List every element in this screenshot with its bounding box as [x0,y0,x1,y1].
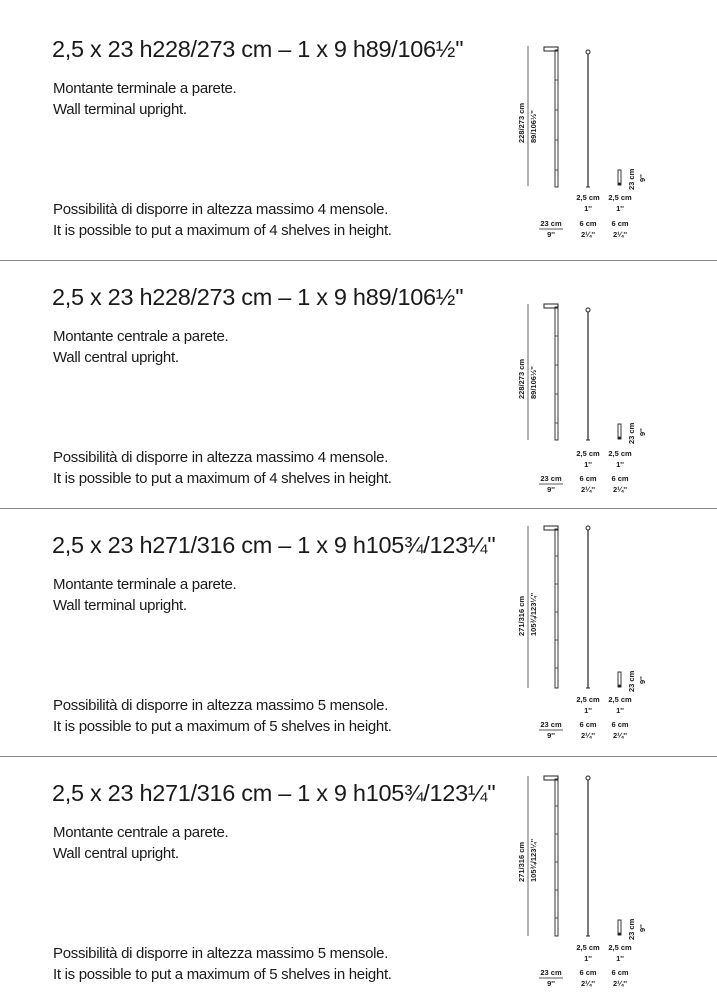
side-in-label: 9'' [547,485,555,494]
foot-cm-label: 23 cm [627,168,636,190]
depth-2-cm-label: 2,5 cm [608,943,632,952]
foot-cm-label: 23 cm [627,670,636,692]
side-in-label: 9'' [547,979,555,988]
note-english: It is possible to put a maximum of 5 shelves in height. [53,718,392,735]
foot-detail [618,422,647,444]
upright-front-view [586,776,590,936]
central-upright-side-view [544,776,558,936]
height-in-label: 89/106½'' [529,110,538,143]
width-2-cm-label: 6 cm [611,474,629,483]
depth-2-cm-label: 2,5 cm [608,449,632,458]
foot-in-label: 9'' [638,174,647,182]
depth-1-in-label: 1'' [584,954,592,963]
side-cm-label: 23 cm [540,968,562,977]
foot-detail [618,670,647,692]
height-cm-label: 271/316 cm [517,595,526,636]
note-italian: Possibilità di disporre in altezza massimo 4 mensole. [53,201,389,218]
side-in-label: 9'' [547,731,555,740]
depth-2-cm-label: 2,5 cm [608,695,632,704]
description-english: Wall terminal upright. [53,101,187,118]
product-title: 2,5 x 23 h271/316 cm – 1 x 9 h105¾/123¼'' [52,780,496,806]
product-title: 2,5 x 23 h228/273 cm – 1 x 9 h89/106½'' [52,284,464,310]
note-english: It is possible to put a maximum of 4 shelves in height. [53,470,392,487]
depth-1-cm-label: 2,5 cm [576,449,600,458]
foot-cm-label: 23 cm [627,422,636,444]
height-dimension [517,776,538,936]
upright-front-view [586,308,590,440]
upright-front-view [586,526,590,688]
side-in-label: 9'' [547,230,555,239]
width-2-in-label: 2¼'' [613,485,627,494]
height-dimension [517,46,538,186]
product-section [0,0,717,246]
height-dimension [517,304,538,440]
height-cm-label: 271/316 cm [517,841,526,882]
foot-detail [618,918,647,940]
depth-2-in-label: 1'' [616,706,624,715]
width-2-cm-label: 6 cm [611,968,629,977]
width-1-cm-label: 6 cm [579,720,597,729]
height-in-label: 105¾/123¼'' [529,592,538,636]
depth-1-cm-label: 2,5 cm [576,943,600,952]
technical-drawing [0,744,717,990]
terminal-upright-side-view [544,47,558,187]
height-cm-label: 228/273 cm [517,102,526,143]
width-1-cm-label: 6 cm [579,474,597,483]
foot-cm-label: 23 cm [627,918,636,940]
width-2-cm-label: 6 cm [611,720,629,729]
terminal-upright-side-view [544,526,558,688]
depth-2-in-label: 1'' [616,954,624,963]
depth-1-in-label: 1'' [584,460,592,469]
width-1-in-label: 2¼'' [581,485,595,494]
height-in-label: 89/106½'' [529,366,538,399]
side-cm-label: 23 cm [540,474,562,483]
description-italian: Montante terminale a parete. [53,576,237,593]
depth-1-in-label: 1'' [584,706,592,715]
product-title: 2,5 x 23 h271/316 cm – 1 x 9 h105¾/123¼'' [52,532,496,558]
description-english: Wall central upright. [53,845,179,862]
technical-drawing [0,248,717,494]
depth-1-cm-label: 2,5 cm [576,695,600,704]
width-1-in-label: 2¼'' [581,731,595,740]
note-english: It is possible to put a maximum of 5 shelves in height. [53,966,392,983]
width-1-in-label: 2¼'' [581,979,595,988]
note-english: It is possible to put a maximum of 4 shelves in height. [53,222,392,239]
height-in-label: 105¾/123¼'' [529,838,538,882]
width-2-in-label: 2¼'' [613,731,627,740]
note-italian: Possibilità di disporre in altezza massimo 4 mensole. [53,449,389,466]
depth-2-in-label: 1'' [616,460,624,469]
technical-drawing [0,496,717,742]
description-italian: Montante centrale a parete. [53,824,229,841]
product-section [0,496,717,742]
side-cm-label: 23 cm [540,720,562,729]
foot-in-label: 9'' [638,428,647,436]
width-1-cm-label: 6 cm [579,219,597,228]
width-1-cm-label: 6 cm [579,968,597,977]
description-italian: Montante terminale a parete. [53,80,237,97]
side-cm-label: 23 cm [540,219,562,228]
description-italian: Montante centrale a parete. [53,328,229,345]
depth-1-cm-label: 2,5 cm [576,193,600,202]
width-2-cm-label: 6 cm [611,219,629,228]
width-2-in-label: 2¼'' [613,230,627,239]
depth-2-cm-label: 2,5 cm [608,193,632,202]
height-cm-label: 228/273 cm [517,358,526,399]
central-upright-side-view [544,304,558,440]
product-section [0,744,717,990]
product-section [0,248,717,494]
width-1-in-label: 2¼'' [581,230,595,239]
product-title: 2,5 x 23 h228/273 cm – 1 x 9 h89/106½'' [52,36,464,62]
width-2-in-label: 2¼'' [613,979,627,988]
depth-2-in-label: 1'' [616,204,624,213]
height-dimension [517,526,538,688]
description-english: Wall central upright. [53,349,179,366]
technical-drawing [0,0,717,246]
foot-in-label: 9'' [638,676,647,684]
description-english: Wall terminal upright. [53,597,187,614]
upright-front-view [586,50,590,187]
foot-detail [618,168,647,190]
depth-1-in-label: 1'' [584,204,592,213]
note-italian: Possibilità di disporre in altezza massimo 5 mensole. [53,697,389,714]
foot-in-label: 9'' [638,924,647,932]
note-italian: Possibilità di disporre in altezza massimo 5 mensole. [53,945,389,962]
